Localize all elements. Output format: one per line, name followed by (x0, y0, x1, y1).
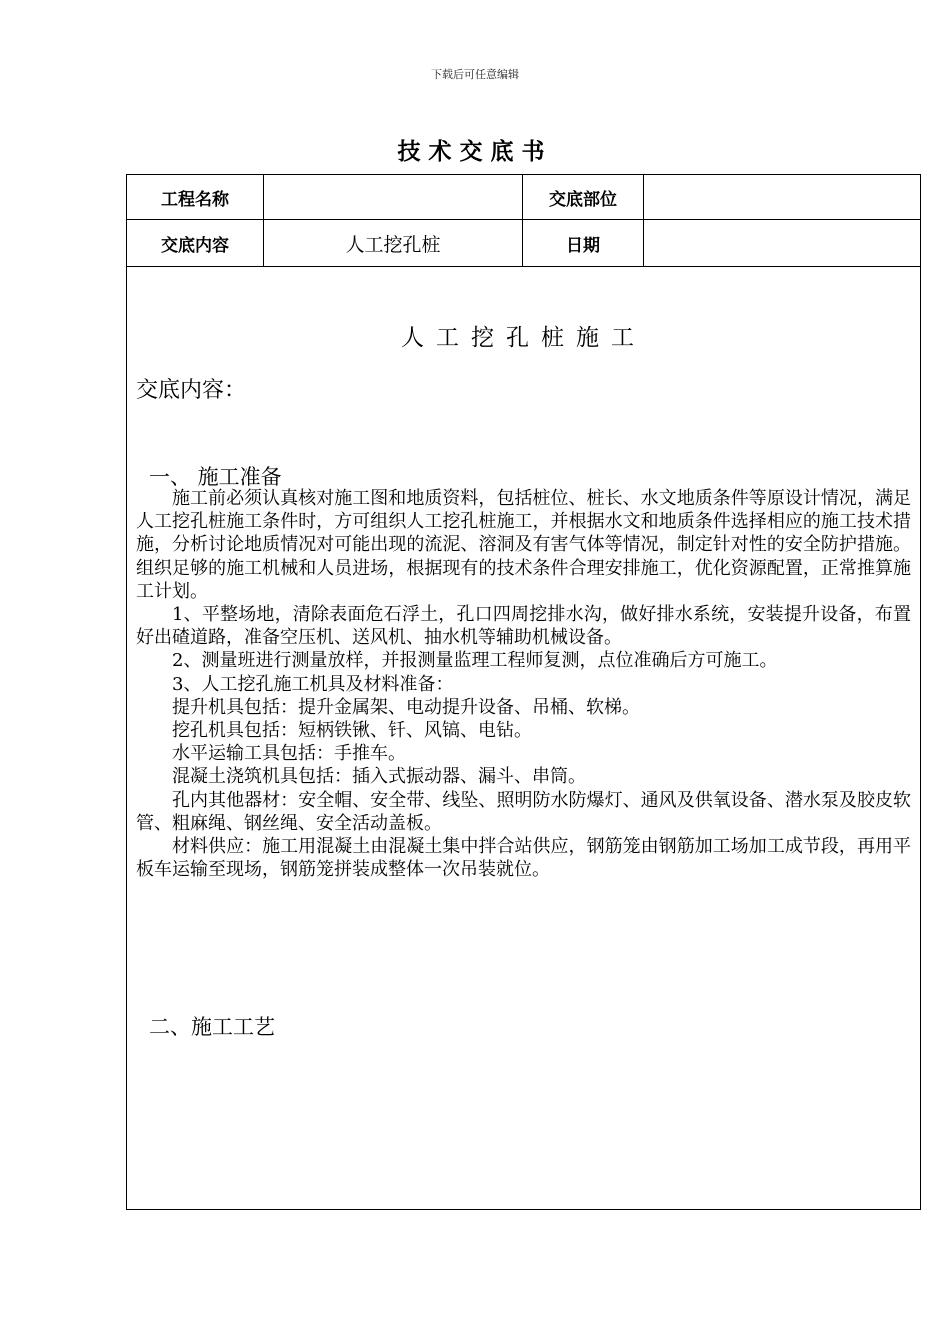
section-title: 人工挖孔桩施工 (401, 325, 646, 351)
paragraph: 混凝土浇筑机具包括：插入式振动器、漏斗、串筒。 (172, 766, 586, 788)
paragraph: 提升机具包括：提升金属架、电动提升设备、吊桶、软梯。 (172, 696, 640, 718)
disclosure-form (126, 174, 921, 1210)
date-label: 日期 (566, 235, 600, 256)
preparation-text (136, 487, 911, 881)
paragraph: 挖孔机具包括：短柄铁锹、钎、风镐、电钻。 (172, 720, 532, 742)
project-name-label: 工程名称 (161, 189, 229, 210)
date-label-cell (523, 220, 644, 266)
content-value: 人工挖孔桩 (345, 233, 441, 256)
paragraph: 水平运输工具包括：手推车。 (172, 743, 406, 765)
date-value-cell (644, 220, 920, 266)
content-value-cell (264, 220, 523, 266)
project-name-label-cell (127, 175, 264, 219)
paragraph: 1、平整场地，清除表面危石浮土，孔口四周挖排水沟，做好排水系统，安装提升设备，布置好出碴道路，准备空压机、送风机、抽水机等辅助机械设备。 (136, 604, 911, 649)
part-value-cell (644, 175, 920, 219)
paragraph: 孔内其他器材：安全帽、安全带、线坠、照明防水防爆灯、通风及供氧设备、潜水泵及胶皮软管、粗麻绳、钢丝绳、安全活动盖板。 (136, 789, 911, 834)
content-label-cell (127, 220, 264, 266)
document-title: 技术交底书 (397, 139, 553, 165)
table-row (127, 220, 920, 267)
part-label: 交底部位 (549, 189, 617, 210)
intro-label: 交底内容： (136, 378, 247, 403)
paragraph: 施工前必须认真核对施工图和地质资料，包括桩位、桩长、水文地质条件等原设计情况，满足人工挖孔桩施工条件时，方可组织人工挖孔桩施工，并根据水文和地质条件选择相应的施工技术措施，分析讨论地质情况对可能出现的流泥、溶洞及有害气体等情况，制定针对性的安全防护措施。组织足够的施工机械和人员进场，根据现有的技术条件合理安排施工，优化资源配置，正常推算施工计划。 (136, 488, 911, 602)
paragraph: 3、人工挖孔施工机具及材料准备： (172, 673, 454, 695)
heading-process: 二、施工工艺 (149, 1015, 275, 1039)
table-row (127, 175, 920, 220)
heading-preparation: 一、 施工准备 (149, 465, 282, 489)
project-name-value-cell (264, 175, 523, 219)
paragraph: 材料供应：施工用混凝土由混凝土集中拌合站供应，钢筋笼由钢筋加工场加工成节段，再用平板车运输至现场，钢筋笼拼装成整体一次吊装就位。 (136, 836, 911, 881)
content-label: 交底内容 (161, 235, 229, 256)
paragraph: 2、测量班进行测量放样，并报测量监理工程师复测，点位准确后方可施工。 (172, 650, 778, 672)
header-note: 下载后可任意编辑 (431, 68, 519, 81)
part-label-cell (523, 175, 644, 219)
